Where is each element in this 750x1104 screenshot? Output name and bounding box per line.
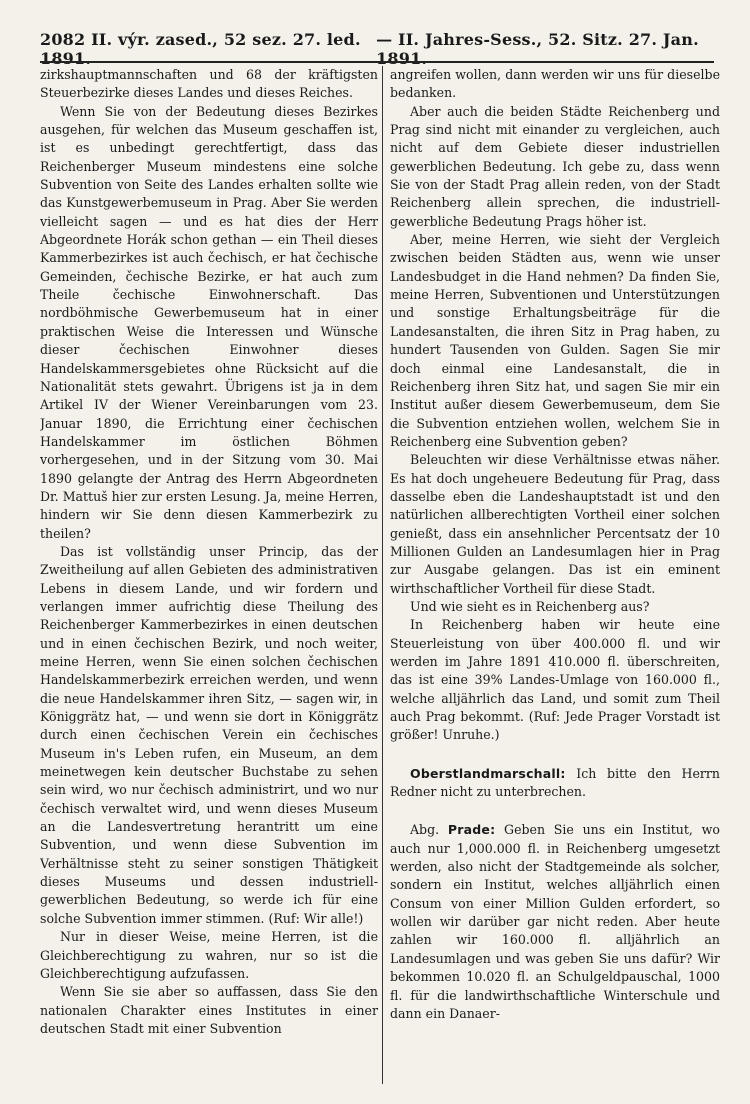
paragraph: Nur in dieser Weise, meine Herren, ist die Gleichberechtigung zu wahren, nur so ist die Gleichberechtigung aufzufassen. — [40, 929, 378, 981]
header-czech: 2082 II. výr. zased., 52 sez. 27. led. 1891. — [40, 30, 361, 68]
header-german: — II. Jahres-Sess., 52. Sitz. 27. Jan. 1891. — [376, 30, 699, 68]
speaker-name: Oberstlandmarschall: — [410, 765, 566, 781]
right-column — [390, 66, 720, 1090]
paragraph: angreifen wollen, dann werden wir uns für dieselbe bedanken. — [390, 67, 720, 101]
speech-oberstlandmarschall — [390, 765, 720, 802]
paragraph: Das ist vollständig unser Princip, das der Zweitheilung auf allen Gebieten des administrativen Lebens in diesem Lande, und wir fordern und verlangen immer aufrichtig diese Theilung des Reichenberger Kammerbezirkes in einen deutschen und in einen čechischen Bezirk, und noch weiter, meine Herren, wenn Sie einen solchen čechischen Handelskammerbezirk erreichen werden, und wenn die neue Handelskammer ihren Sitz, — sagen wir, in Königgrätz hat, — und wenn sie dort in Königgrätz durch einen čechischen Verein ein čechisches Museum in's Leben rufen, ein Museum, an dem meinetwegen kein deutscher Buchstabe zu sehen sein wird, wo nur čechisch administrirt, und wo nur čechisch verwaltet wird, und wenn dieses Museum an die Landesvertretung herantritt um eine Subvention, und wenn diese Subvention im Verhältnisse steht zu seiner sonstigen Thätigkeit dieses Museums und dessen industriell-gewerblichen Bedeutung, so werde ich für eine solche Subvention immer stimmen. (Ruf: Wir alle!) — [40, 543, 378, 926]
speaker-name: Prade: — [447, 822, 496, 838]
header-rule — [40, 61, 714, 63]
page-header — [40, 30, 714, 68]
speech-text: Ich bitte den Herrn Redner nicht zu unterbrechen. — [390, 765, 720, 800]
paragraph: Wenn Sie von der Bedeutung dieses Bezirkes ausgehen, für welchen das Museum geschaffen ist, ist es unbedingt gerechtfertigt, dass das Reichenberger Museum mindestens eine solche Subvention von Seite des Landes erhalten sollte wie das Kunstgewerbemuseum in Prag. Aber Sie werden vielleicht sagen — und es hat dies der Herr Abgeordnete Horák schon gethan — ein Theil dieses Kammerbezirkes ist auch čechisch, er hat čechische Gemeinden, čechische Bezirke, er hat auch zum Theile čechische Einwohnerschaft. Das nordböhmische Gewerbemuseum hat in einer praktischen Weise die Interessen und Wünsche dieser čechischen Einwohner dieses Handelskammersgebietes ohne Rücksicht auf die Nationalität stets gewahrt. Übrigens ist ja in dem Artikel IV der Wiener Vereinbarungen vom 23. Januar 1890, die Errichtung einer čechischen Handelskammer im östlichen Böhmen vorhergesehen, und in der Sitzung vom 30. Mai 1890 gelangte der Antrag des Herrn Abgeordneten Dr. Mattuš hier zur ersten Lesung. Ja, meine Herren, hindern wir Sie denn diesen Kammerbezirk zu theilen? — [40, 103, 378, 541]
paragraph: Beleuchten wir diese Verhältnisse etwas näher. Es hat doch ungeheuere Bedeutung für Prag, dass dasselbe eben die Landeshauptstadt ist und den natürlichen allberechtigten Vortheil einer solchen genießt, dass ein ansehnlicher Percentsatz der 10 Millionen Gulden an Landesumlagen hier in Prag zur Ausgabe gelangen. Das ist ein eminent wirthschaftlicher Vortheil für diese Stadt. — [390, 452, 720, 596]
paragraph: Aber auch die beiden Städte Reichenberg und Prag sind nicht mit einander zu vergleichen, auch nicht auf dem Gebiete dieser industriellen gewerblichen Bedeutung. Ich gebe zu, dass wenn Sie von der Stadt Prag allein reden, von der Stadt Reichenberg allein sprechen, die industriell-gewerbliche Bedeutung Prags höher ist. — [390, 103, 720, 229]
left-column — [40, 66, 378, 1090]
speech-text: Geben Sie uns ein Institut, wo auch nur 1,000.000 fl. in Reichenberg umgesetzt werden, also nicht der Stadtgemeinde als solcher, sondern ein Institut, welches alljährlich einen Consum von einer Million Gulden erfordert, so wollen wir darüber gar nicht reden. Aber heute zahlen wir 160.000 fl. alljährlich an Landesumlagen und was geben Sie uns dafür? Wir bekommen 10.020 fl. an Schulgeldpauschal, 1000 fl. für die landwirthschaftliche Winterschule und dann ein Danaer- — [390, 822, 720, 1021]
speech-prade — [390, 821, 720, 1023]
paragraph: Und wie sieht es in Reichenberg aus? — [410, 598, 650, 614]
column-divider — [382, 66, 383, 1084]
paragraph: In Reichenberg haben wir heute eine Steuerleistung von über 400.000 fl. und wir werden im Jahre 1891 410.000 fl. überschreiten, das ist eine 39% Landes-Umlage von 160.000 fl., welche alljährlich das Land, und somit zum Theil auch Prag bekommt. (Ruf: Jede Prager Vorstadt ist größer! Unruhe.) — [390, 617, 720, 743]
paragraph: Wenn Sie sie aber so auffassen, dass Sie den nationalen Charakter eines Institutes in einer deutschen Stadt mit einer Subvention — [40, 984, 378, 1036]
paragraph: Aber, meine Herren, wie sieht der Vergleich zwischen beiden Städten aus, wenn wie unser Landesbudget in die Hand nehmen? Da finden Sie, meine Herren, Subventionen und Unterstützungen und sonstige Erhaltungsbeiträge für die Landesanstalten, die ihren Sitz in Prag haben, zu hundert Tausenden von Gulden. Sagen Sie mir doch einmal eine Landesanstalt, die in Reichenberg ihren Sitz hat, und sagen Sie mir ein Institut außer diesem Gewerbemuseum, dem Sie die Subvention entziehen wollen, welchem Sie in Reichenberg eine Subvention geben? — [390, 232, 720, 449]
speaker-prefix: Abg. — [410, 822, 440, 838]
paragraph: zirkshauptmannschaften und 68 der kräftigsten Steuerbezirke dieses Landes und dieses Reiches. — [40, 67, 378, 101]
